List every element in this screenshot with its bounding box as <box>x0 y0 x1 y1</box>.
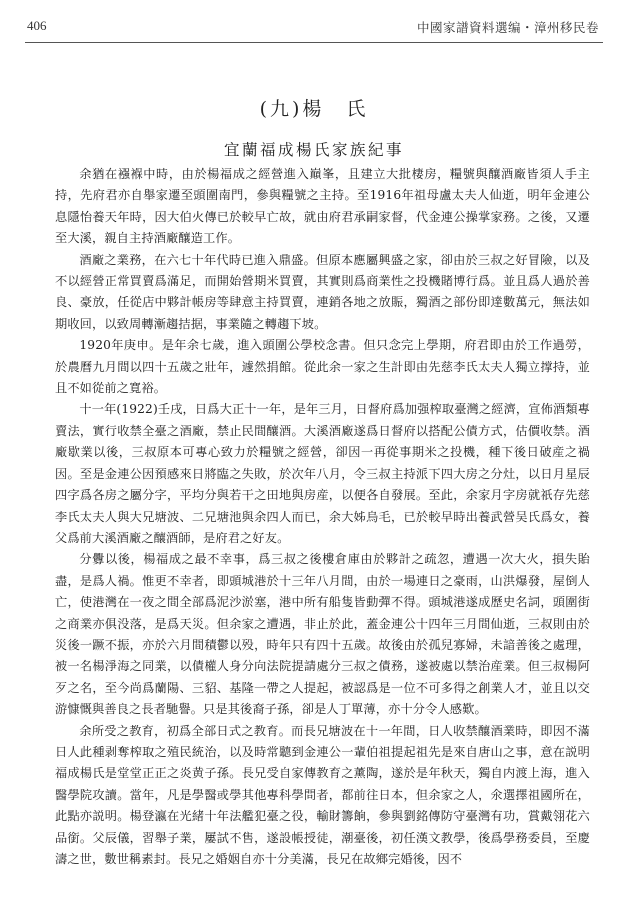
paragraph: 余所受之教育，初爲全部日式之教育。而長兄塘波在十一年間，日人收禁釀酒業時，即因不滿日人此種剥奪榨取之殖民統治，以及時常聽到金連公一輩伯祖提起祖先是來自唐山之事，意在説明福成楊氏是堂堂正正之炎黄子孫。長兄受自家傳教育之薰陶，遂於是年秋天，獨自内渡上海，進入醫學院攻讀。當年，凡是學醫或學其他專科學問者，都前往日本，但余家之人，氽選擇祖國所在，此點亦説明。楊登瀛在光緒十年法艦犯臺之役，輸財籌餉，參與劉銘傳防守臺灣有功，賞戴翎花六品銜。父辰儀，習舉子業，屢試不售，遂設帳授徒，潮臺後，初任漢文教學，後爲學務委員，至慶濤之世，數世稱素封。長兄之婚姻自亦十分美滿，長兄在故鄉完婚後，因不 <box>55 723 590 866</box>
body-text <box>55 164 590 870</box>
page-header <box>25 16 603 40</box>
paragraph: 余猶在襁褓中時，由於楊福成之經營進入巔峯，且建立大批棲房，糧號與釀酒廠皆須人手主持，先府君亦自舉家遷至頭圍南門，參與糧號之主持。至1916年祖母盧太夫人仙逝，明年金連公息隱怡養天年時，因大伯火傳已於較早亡故，就由府君承嗣家督，代金連公操掌家務。之後，又遷至大溪，親自主持酒廠釀造工作。 <box>55 167 590 246</box>
page-number: 406 <box>27 18 47 33</box>
section-heading: (九)楊 氏 <box>259 98 369 120</box>
header-rule <box>25 42 603 43</box>
paragraph: 分釁以後，楊福成之最不幸事，爲三叔之後樓倉庫由於夥計之疏忽，遭遇一次大火，損失貽盡，是爲人禍。惟更不幸者，即頭城港於十三年八月間，由於一場連日之豪雨，山洪爆發，屋倒人亡，使港灣在一夜之間全部爲泥沙淤塞，港中所有船隻皆動彈不得。頭城港遂成歷史名詞，頭圍街之商業亦俱没落，是爲天災。但余家之遭遇，非止於此，蓋金連公十四年三月間仙逝，三叔則由於災後一蹶不振，亦於六月間積鬱以殁，時年只有四十五歲。故後由於孤兒寡婦，未諳善後之處理，被一名楊淨海之同業，以債權人身分向法院提請處分三叔之債務，遂被處以禁治産業。但三叔楊阿歹之名，至今尚爲蘭陽、三貂、基隆一帶之人提起，被認爲是一位不可多得之創業人才，並且以交游慷慨與善良之長者馳譽。只是其後裔子孫，卻是人丁單薄，亦十分令人感歎。 <box>55 552 590 717</box>
paragraph: 酒廠之業務，在六七十年代時已進入鼎盛。但原本應屬興盛之家，卻由於三叔之好冒險，以及不以經營正常買賣爲滿足，而開始營期米買賣，其實則爲商業性之投機賭博行爲。並且爲人過於善良、豪放，任從店中夥計帳房等肆意主持買賣，連銷各地之放賑，獨酒之部份即達數萬元，無法如期收回，以致周轉漸趨拮据，事業隨之轉趨下坡。 <box>55 252 590 331</box>
paragraph: 1920年庚申。是年余七歲，進入頭圍公學校念書。但只念完上學期，府君即由於工作過勞，於農曆九月間以四十五歲之壯年，遽然捐館。從此余一家之生計即由先慈李氏太夫人獨立撑持，並且不如從前之寬裕。 <box>55 338 590 396</box>
running-head: 中國家譜資料選编・漳州移民卷 <box>416 20 599 35</box>
paragraph: 十一年(1922)壬戌，日爲大正十一年，是年三月，日督府爲加强榨取臺灣之經濟，宣佈酒類專賣法，實行收禁全臺之酒廠，禁止民間釀酒。大溪酒廠遂爲日督府以搭配公債方式，估價收禁。酒廠歇業以後，三叔原本可專心致力於糧號之經營，卻因一再從事期米之投機，種下後日破産之禍因。至是金連公因預感來日將臨之失敗，於次年八月，令三叔主持派下四大房之分灶，以日月星辰四字爲各房之屬分字，平均分與若干之田地與房産，以便各自發展。至此，余家月字房就祇存先慈李氏太夫人與大兄塘波、二兄塘池與余四人而已，余大姊烏毛，已於較早時出養武營吴氏爲女，養父爲前大溪酒廠之釀酒師，是府君之好友。 <box>55 402 590 545</box>
article-title: 宜蘭福成楊氏家族紀事 <box>223 141 404 159</box>
